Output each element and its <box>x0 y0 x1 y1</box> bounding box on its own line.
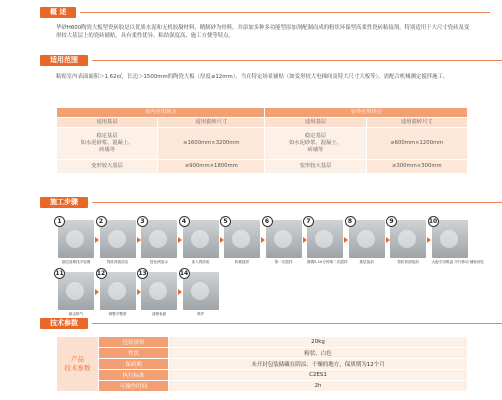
overview-text: 华砂H600陶瓷大板型瓷砖胶是以优质水泥和无机胶凝材料，精制砂为骨料，并添加多种多功能型添加剂配制而成的粉状环保型高柔性瓷砖粘接剂，特别适用于大尺寸瓷砖及变形较大基层上的瓷砖铺贴，具有柔性优异、粘结强度高、施工方便等特点。 <box>56 25 470 39</box>
step-item <box>100 220 136 265</box>
step-item <box>349 220 385 265</box>
tech-title: 技术参数 <box>40 318 88 329</box>
scope-text: 粘贴室内表面面积＞1.62㎡，长边＞1500mm的陶瓷大板（厚度≤12mm），当在特定场景铺贴（如变形较大电梯间及特大尺寸大板等），需配合机械测定搅拌施工。 <box>56 74 449 80</box>
step-caption: 第一次搅拌 <box>274 260 293 264</box>
step-item <box>183 220 219 265</box>
tech-side-label: 产品 技术参数 <box>57 337 99 392</box>
step-photo <box>58 272 94 310</box>
indoor-group-header: 室内应用场合 <box>57 108 265 118</box>
step-arrow-icon <box>303 237 307 243</box>
step-item <box>96 270 136 317</box>
table-cell: ≤900mm×1800mm <box>158 160 265 174</box>
tech-rule <box>92 323 502 324</box>
step-item <box>58 220 94 265</box>
col-header: 适用瓷砖尺寸 <box>158 118 265 128</box>
col-header: 适用基层 <box>57 118 158 128</box>
step-arrow-icon <box>178 289 182 295</box>
step-arrow-icon <box>261 237 265 243</box>
step-arrow-icon <box>178 237 182 243</box>
col-header: 适用基层 <box>265 118 366 128</box>
param-value: 粉状、白色 <box>169 348 468 359</box>
step-number: 9 <box>386 216 397 227</box>
step-number: 12 <box>96 270 106 277</box>
step-photo <box>141 220 177 258</box>
step-item <box>138 270 177 317</box>
step-caption: 敲击排气 <box>68 312 84 316</box>
param-value: 2h <box>169 381 468 392</box>
step-photo <box>58 220 94 258</box>
step-number: 13 <box>138 270 147 277</box>
step-number: 1 <box>54 216 65 227</box>
step-item <box>224 220 260 265</box>
overview-header <box>40 7 490 18</box>
param-value: 20kg <box>169 337 468 348</box>
step-caption: 加入瓷砖胶 <box>191 260 210 264</box>
step-number: 2 <box>96 216 107 227</box>
step-item <box>306 218 348 265</box>
step-photo <box>141 272 177 310</box>
step-photo <box>390 220 426 258</box>
step-item <box>55 270 94 317</box>
application-table <box>56 107 468 174</box>
step-arrow-icon <box>95 237 99 243</box>
table-cell: ≤1600mm×3200mm <box>158 128 265 160</box>
step-item <box>266 220 302 265</box>
step-number: 5 <box>220 216 231 227</box>
table-cell: 稳定基层 如水泥砂浆、混凝土、 砖墙等 <box>265 128 366 160</box>
step-number: 6 <box>262 216 273 227</box>
table-cell: 变形较大基层 <box>265 160 366 174</box>
param-key: 保质期 <box>99 359 169 370</box>
steps-title: 施工步骤 <box>40 197 88 208</box>
param-value: 未开封包装储藏在阴凉、干燥的地方，保质期为12个月 <box>169 359 468 370</box>
tech-header <box>40 318 502 329</box>
table-cell: ≤600mm×1200mm <box>366 128 467 160</box>
step-caption: 清理表面 <box>151 312 167 316</box>
step-caption: 大板专用吸盘 平行移动 铺贴到位 <box>431 260 485 264</box>
step-caption: 机械搅拌 <box>234 260 250 264</box>
col-header: 适用瓷砖尺寸 <box>366 118 467 128</box>
step-number: 14 <box>179 270 189 277</box>
step-arrow-icon <box>137 237 141 243</box>
step-caption: 按比例加水 <box>150 260 168 264</box>
step-caption: 养护 <box>196 312 205 316</box>
scope-rule <box>92 60 502 61</box>
step-caption: 瓷砖背面批刮 <box>397 260 419 264</box>
param-key: 性状 <box>99 348 169 359</box>
param-value: C2ES1 <box>169 370 468 381</box>
table-cell: ≤300mm×300mm <box>366 160 467 174</box>
step-item <box>179 270 219 317</box>
tech-params-table <box>56 336 468 392</box>
step-item <box>141 220 177 265</box>
param-key: 包装规格 <box>99 337 169 348</box>
steps-rule <box>92 202 502 203</box>
step-caption: 调整平整度 <box>108 312 127 316</box>
table-cell: 稳定基层 如水泥砂浆、混凝土、 砖墙等 <box>57 128 158 160</box>
table-cell: 变形较大基层 <box>57 160 158 174</box>
param-key: 可操作时间 <box>99 381 169 392</box>
step-arrow-icon <box>344 237 348 243</box>
step-number: 11 <box>55 270 64 277</box>
step-caption: 瓷砖背面清洁 <box>106 260 129 264</box>
step-caption: 基层清理找平处理 <box>61 260 91 264</box>
param-key: 执行标准 <box>99 370 169 381</box>
step-caption: 基层批刮 <box>359 260 374 264</box>
step-arrow-icon <box>137 289 141 295</box>
scope-header <box>40 55 502 66</box>
step-arrow-icon <box>386 237 390 243</box>
step-item <box>390 220 426 265</box>
overview-rule <box>80 12 490 13</box>
step-photo <box>307 220 343 258</box>
step-number: 8 <box>345 216 356 227</box>
step-number: 4 <box>179 216 190 227</box>
outdoor-group-header: 室外应用场合 <box>265 108 468 118</box>
step-number: 10 <box>428 218 438 225</box>
step-arrow-icon <box>95 289 99 295</box>
step-photo <box>224 220 260 258</box>
step-arrow-icon <box>427 237 431 243</box>
steps-header <box>40 197 502 208</box>
step-arrow-icon <box>220 237 224 243</box>
step-item <box>428 218 485 265</box>
step-caption: 静置5-10分钟第二次搅拌 <box>307 260 348 264</box>
step-number: 7 <box>303 216 314 227</box>
overview-title: 概 述 <box>40 7 76 18</box>
scope-title: 适用范围 <box>40 55 88 66</box>
step-number: 3 <box>137 216 148 227</box>
